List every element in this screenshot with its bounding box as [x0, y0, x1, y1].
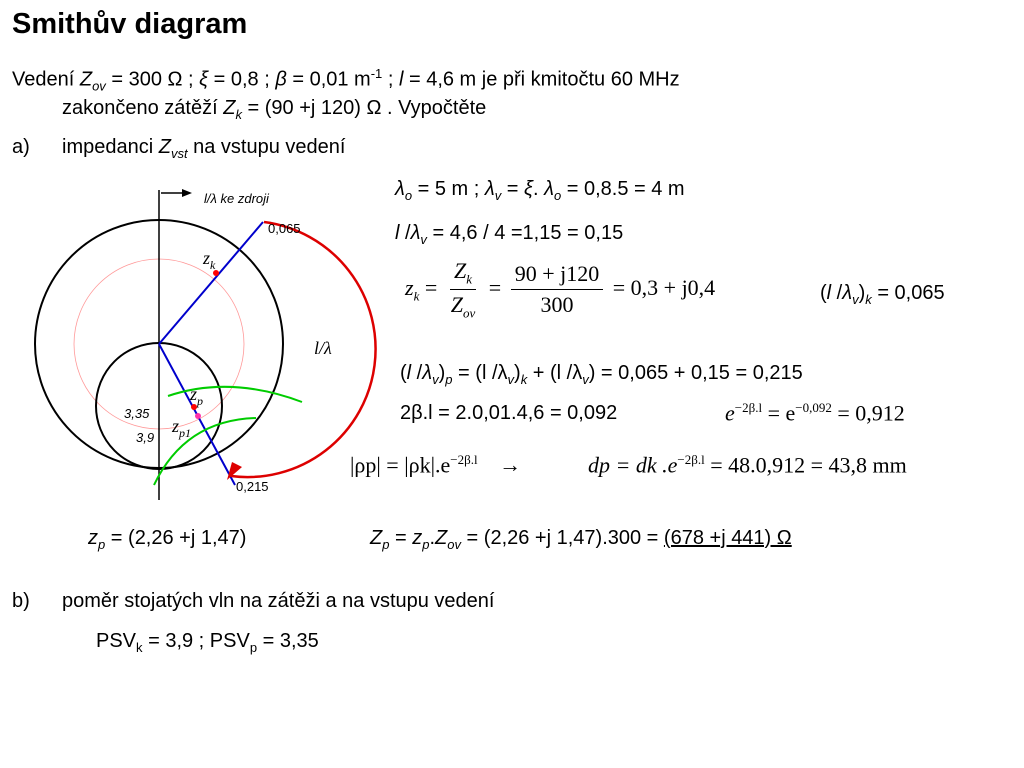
calc-lambda: $\lambda_o = 5$ m ; $\lambda_v = \xi$. $\lambda_o = 0,8.5 = 4$ m [395, 178, 685, 203]
intro-line-1: Vedení $Z_{ov} = 300$ Ω ; ξ = 0,8 ; β = 0,01 $m^{-1}$ ; l = 4,6 m je při kmitočtu 60 MHz [12, 66, 680, 94]
rotation-arc-red [231, 222, 376, 477]
result-Zp: $Z_p = z_p.Z_{ov} = (2,26 +j$ 1,47).300 = (678 +j 441) Ω [370, 527, 792, 552]
part-a-label: a) [12, 136, 30, 158]
formula-rho: $|\rho p| = |\rho k|.e^{-2\beta.l}$ → [350, 452, 522, 478]
label-0215: 0,215 [236, 479, 269, 494]
part-b-text: poměr stojatých vln na zátěži a na vstupu vedení [62, 590, 495, 612]
radial-line-zk [159, 222, 263, 344]
intro-line-2: zakončeno zátěží $Z_k = (90 +j$ 120) Ω . Vypočtěte [62, 97, 487, 122]
label-zp: $z_p$ [190, 384, 204, 408]
label-0065: 0,065 [268, 221, 301, 236]
psv-values: $PSV_k = 3,9$ ; $PSV_p = 3,35$ [96, 630, 319, 655]
calc-l-over-lambda: l $/\lambda_v = 4,6 / 4 =1,15 = 0,15$ [395, 222, 624, 247]
calc-lk: (l $/\lambda_v)_k = 0,065$ [820, 282, 945, 307]
label-335: 3,35 [124, 406, 150, 421]
result-zp: $z_p = (2,26 +j$ 1,47) [88, 527, 247, 552]
formula-distance: dp = dk $.e^{-2\beta.l} = 48.0,912 = 43,8$ mm [588, 452, 907, 478]
calc-beta-l: 2β.l = 2.0,01.4,6 = 0,092 [400, 402, 618, 424]
part-a-text: impedanci $Z_{vst}$ na vstupu vedení [62, 136, 346, 161]
calc-lp: (l $/\lambda_v)_p = (l$ $/\lambda_v)_k + (l$ $/\lambda_v) = 0,065 + 0,15 = 0,215$ [400, 362, 803, 387]
label-zp1: $z_{p1}$ [172, 416, 192, 440]
point-zp1 [195, 413, 201, 419]
toward-source-arrowhead [182, 189, 192, 197]
formula-zk: $z_k$ = $\frac{Z_k}{Z_{ov}}$ = $\frac{90 + j120}{300}$ = 0,3 + j0,4 [405, 258, 716, 321]
toward-source-label: l/λ ke zdroji [204, 191, 269, 206]
label-zk: $z_k$ [203, 248, 216, 272]
part-b-label: b) [12, 590, 30, 612]
formula-exp: $e^{-2\beta.l} = e^{-0,092} = 0,912$ [725, 400, 905, 426]
page-title: Smithův diagram [12, 8, 248, 40]
result-Zp-value: (678 +j 441) Ω [663, 527, 792, 549]
label-39: 3,9 [136, 430, 155, 445]
label-ll: l/λ [314, 338, 332, 358]
